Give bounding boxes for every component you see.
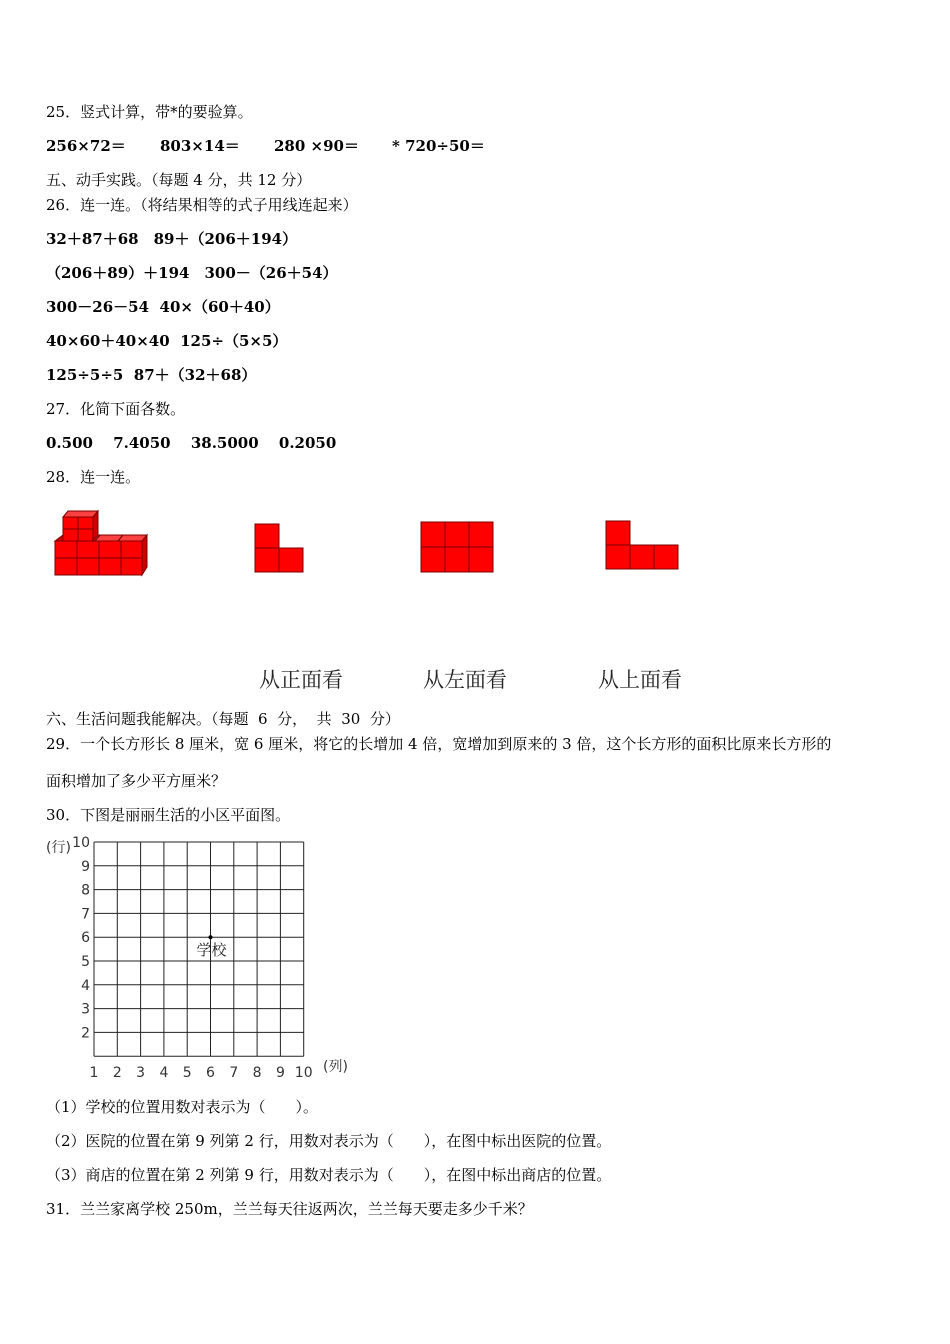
school-label: 学校 [196, 941, 227, 960]
col-tick-label: 9 [275, 1065, 285, 1082]
view-shape-2 [420, 521, 495, 574]
col-tick-label: 1 [89, 1065, 99, 1082]
col-tick-label: 8 [252, 1065, 262, 1082]
row-tick-label: 10 [72, 835, 90, 851]
row-tick-label: 8 [81, 882, 90, 899]
q30-sub-3: （3）商店的位置在第 2 列第 9 行，用数对表示为（ ），在图中标出商店的位置。 [46, 1166, 612, 1184]
view-shape-3 [605, 520, 681, 572]
q25-item-2: 803×14＝ [160, 137, 240, 155]
col-tick-label: 3 [136, 1065, 146, 1082]
row-tick-label: 6 [81, 930, 90, 947]
row-tick-label: 3 [81, 1001, 90, 1018]
view-label-left: 从左面看 [423, 668, 507, 692]
view-shape-1 [254, 523, 306, 575]
q29-line-1: 29．一个长方形长 8 厘米，宽 6 厘米，将它的长增加 4 倍，宽增加到原来的 3 倍，这个长方形的面积比原来长方形的 [46, 735, 832, 753]
q26-title: 26．连一连。（将结果相等的式子用线连起来） [46, 196, 358, 214]
col-tick-label: 2 [112, 1065, 122, 1082]
q25-item-1: 256×72＝ [46, 137, 126, 155]
q27-numbers: 0.500 7.4050 38.5000 0.2050 [46, 434, 337, 452]
row-tick-label: 5 [81, 954, 90, 970]
section6-heading: 六、生活问题我能解决。（每题 6 分， 共 30 分） [46, 710, 400, 728]
section5-heading: 五、动手实践。（每题 4 分，共 12 分） [46, 171, 312, 189]
q25-title: 25．竖式计算，带*的要验算。 [46, 103, 253, 121]
row-tick-label: 9 [81, 858, 90, 875]
school-point [209, 935, 213, 939]
col-tick-label: 7 [229, 1065, 239, 1082]
q25-calculations [46, 136, 546, 156]
q26-line-4: 40×60＋40×40 125÷（5×5） [46, 332, 288, 350]
row-tick-label: 2 [81, 1025, 90, 1042]
community-grid-map [40, 832, 360, 1082]
row-tick-label: 7 [81, 906, 90, 923]
q26-line-1: 32＋87＋68 89＋（206＋194） [46, 230, 298, 248]
q26-line-3: 300－26－54 40×（60＋40） [46, 298, 280, 316]
q26-line-5: 125÷5÷5 87＋（32＋68） [46, 366, 257, 384]
q28-title: 28．连一连。 [46, 468, 141, 486]
col-axis-label: (列) [323, 1059, 348, 1075]
row-tick-label: 4 [81, 977, 90, 994]
q31-question: 31．兰兰家离学校 250m，兰兰每天往返两次，兰兰每天要走多少千米？ [46, 1200, 533, 1218]
row-axis-label: (行) [46, 840, 71, 856]
col-tick-label: 4 [159, 1065, 169, 1082]
q30-title: 30．下图是丽丽生活的小区平面图。 [46, 806, 291, 824]
q26-line-2: （206＋89）＋194 300－（26＋54） [46, 264, 338, 282]
col-tick-label: 10 [294, 1065, 313, 1082]
cube-solid-figure [50, 505, 155, 585]
q30-sub-2: （2）医院的位置在第 9 列第 2 行，用数对表示为（ ），在图中标出医院的位置。 [46, 1132, 612, 1150]
q29-line-2: 面积增加了多少平方厘米？ [46, 772, 227, 790]
q30-sub-1: （1）学校的位置用数对表示为（ ）。 [46, 1098, 319, 1116]
q25-item-3: 280 ×90＝ [274, 137, 359, 155]
view-label-front: 从正面看 [259, 668, 343, 692]
q25-item-4: * 720÷50＝ [392, 137, 485, 155]
col-tick-label: 6 [206, 1065, 215, 1082]
col-tick-label: 5 [182, 1065, 192, 1082]
view-label-top: 从上面看 [598, 668, 682, 692]
q27-title: 27．化简下面各数。 [46, 400, 186, 418]
